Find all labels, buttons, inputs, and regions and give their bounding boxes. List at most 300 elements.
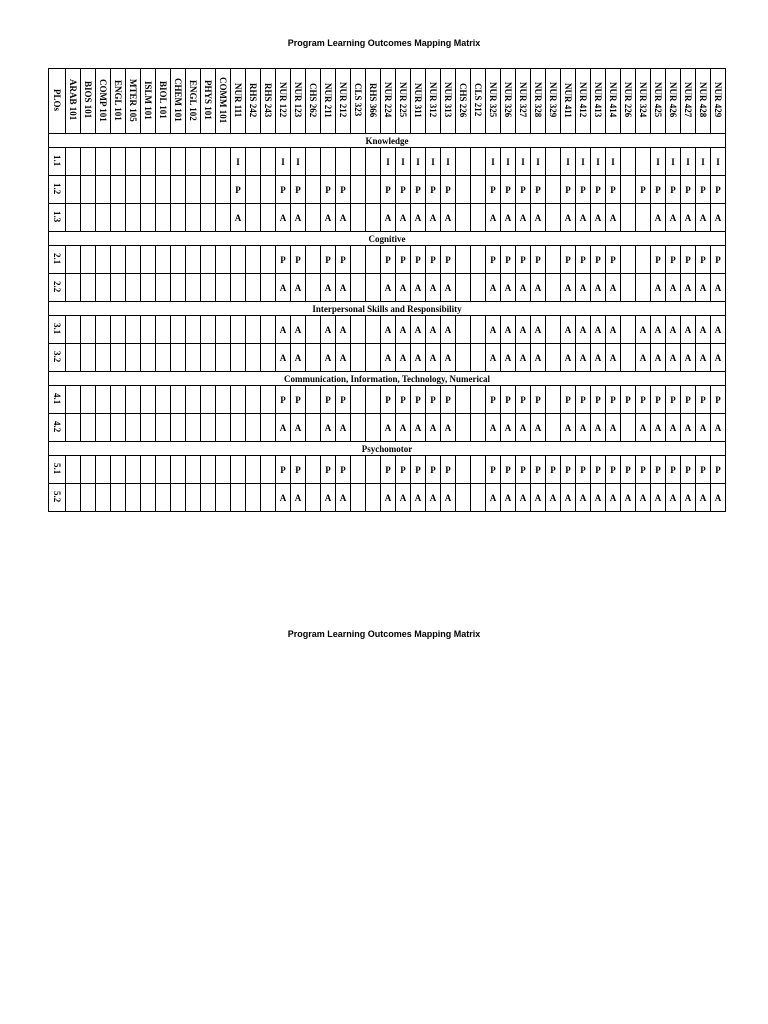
- mapping-cell: P: [486, 246, 501, 274]
- mapping-cell: A: [696, 274, 711, 302]
- mapping-cell: [261, 176, 276, 204]
- mapping-cell: [111, 456, 126, 484]
- mapping-cell: A: [636, 484, 651, 512]
- mapping-cell: [141, 386, 156, 414]
- mapping-cell: [366, 204, 381, 232]
- mapping-cell: P: [666, 386, 681, 414]
- mapping-cell: [171, 386, 186, 414]
- mapping-cell: A: [501, 414, 516, 442]
- mapping-cell: [546, 246, 561, 274]
- course-column-header: [381, 69, 396, 134]
- mapping-cell: [141, 204, 156, 232]
- mapping-cell: A: [516, 204, 531, 232]
- mapping-cell: [246, 176, 261, 204]
- mapping-cell: [636, 274, 651, 302]
- mapping-cell: P: [591, 386, 606, 414]
- mapping-cell: [201, 414, 216, 442]
- section-heading: Interpersonal Skills and Responsibility: [49, 302, 726, 316]
- mapping-cell: A: [606, 484, 621, 512]
- course-column-header: [366, 69, 381, 134]
- mapping-cell: A: [291, 414, 306, 442]
- plo-mapping-matrix: [48, 68, 726, 512]
- mapping-cell: P: [291, 456, 306, 484]
- mapping-cell: A: [651, 274, 666, 302]
- course-column-header: [186, 69, 201, 134]
- course-column-header: [636, 69, 651, 134]
- mapping-cell: A: [666, 274, 681, 302]
- mapping-cell: [81, 274, 96, 302]
- course-code-label: NUR 328: [533, 82, 543, 118]
- mapping-cell: P: [336, 246, 351, 274]
- mapping-cell: A: [711, 204, 726, 232]
- mapping-cell: A: [426, 204, 441, 232]
- mapping-cell: [456, 456, 471, 484]
- mapping-cell: [231, 456, 246, 484]
- course-column-header: [201, 69, 216, 134]
- mapping-cell: A: [321, 274, 336, 302]
- mapping-cell: P: [651, 456, 666, 484]
- mapping-cell: A: [276, 316, 291, 344]
- mapping-cell: [66, 246, 81, 274]
- mapping-cell: [111, 414, 126, 442]
- mapping-cell: A: [576, 414, 591, 442]
- mapping-cell: P: [516, 176, 531, 204]
- course-code-label: NUR 411: [563, 82, 573, 118]
- mapping-cell: [156, 176, 171, 204]
- mapping-cell: P: [561, 386, 576, 414]
- mapping-cell: [246, 386, 261, 414]
- mapping-cell: P: [606, 246, 621, 274]
- mapping-cell: A: [681, 344, 696, 372]
- mapping-cell: [141, 316, 156, 344]
- course-column-header: [246, 69, 261, 134]
- plo-cell: [49, 274, 66, 302]
- mapping-cell: [306, 386, 321, 414]
- mapping-cell: [351, 246, 366, 274]
- mapping-cell: [96, 176, 111, 204]
- course-column-header: [486, 69, 501, 134]
- mapping-cell: [246, 274, 261, 302]
- mapping-cell: A: [381, 274, 396, 302]
- mapping-cell: P: [321, 386, 336, 414]
- plo-number: 1.1: [52, 154, 62, 167]
- mapping-cell: [471, 204, 486, 232]
- mapping-cell: A: [591, 414, 606, 442]
- mapping-cell: A: [516, 274, 531, 302]
- mapping-cell: [156, 246, 171, 274]
- mapping-cell: A: [561, 484, 576, 512]
- mapping-cell: P: [561, 456, 576, 484]
- mapping-cell: P: [321, 176, 336, 204]
- mapping-cell: [96, 456, 111, 484]
- course-code-label: NUR 414: [608, 82, 618, 118]
- mapping-cell: [351, 176, 366, 204]
- mapping-cell: A: [576, 484, 591, 512]
- mapping-cell: P: [561, 246, 576, 274]
- mapping-cell: [201, 316, 216, 344]
- mapping-cell: [81, 456, 96, 484]
- mapping-cell: A: [621, 484, 636, 512]
- mapping-cell: P: [501, 246, 516, 274]
- course-column-header: [291, 69, 306, 134]
- course-column-header: [621, 69, 636, 134]
- mapping-cell: [66, 484, 81, 512]
- mapping-cell: A: [291, 274, 306, 302]
- course-code-label: NUR 329: [548, 82, 558, 118]
- mapping-cell: [96, 274, 111, 302]
- mapping-cell: [261, 484, 276, 512]
- mapping-cell: P: [276, 386, 291, 414]
- mapping-cell: [456, 246, 471, 274]
- mapping-cell: A: [666, 484, 681, 512]
- mapping-cell: P: [486, 456, 501, 484]
- mapping-cell: I: [276, 148, 291, 176]
- course-code-label: RHS 243: [263, 82, 273, 118]
- course-column-header: [81, 69, 96, 134]
- mapping-cell: [186, 274, 201, 302]
- mapping-cell: [246, 204, 261, 232]
- mapping-cell: [246, 414, 261, 442]
- course-code-label: ISLM 101: [143, 80, 153, 120]
- mapping-cell: P: [576, 456, 591, 484]
- mapping-cell: P: [291, 246, 306, 274]
- mapping-cell: A: [591, 484, 606, 512]
- plo-cell: [49, 344, 66, 372]
- course-code-label: NUR 122: [278, 82, 288, 118]
- mapping-cell: [156, 344, 171, 372]
- mapping-cell: [156, 204, 171, 232]
- course-code-label: NUR 226: [623, 82, 633, 118]
- mapping-cell: P: [561, 176, 576, 204]
- mapping-cell: [66, 204, 81, 232]
- mapping-cell: I: [516, 148, 531, 176]
- mapping-cell: [471, 274, 486, 302]
- mapping-cell: A: [651, 344, 666, 372]
- mapping-cell: A: [696, 204, 711, 232]
- mapping-cell: A: [336, 484, 351, 512]
- mapping-cell: [66, 456, 81, 484]
- mapping-cell: [216, 316, 231, 344]
- plo-cell: [49, 176, 66, 204]
- mapping-cell: P: [411, 176, 426, 204]
- mapping-cell: [456, 274, 471, 302]
- mapping-cell: P: [681, 246, 696, 274]
- mapping-cell: [81, 316, 96, 344]
- mapping-cell: [261, 386, 276, 414]
- mapping-cell: [111, 246, 126, 274]
- mapping-cell: [366, 414, 381, 442]
- mapping-cell: [351, 414, 366, 442]
- mapping-cell: [66, 344, 81, 372]
- course-code-label: NUR 326: [503, 82, 513, 118]
- mapping-cell: A: [381, 204, 396, 232]
- mapping-cell: [201, 274, 216, 302]
- mapping-cell: I: [711, 148, 726, 176]
- mapping-cell: [96, 204, 111, 232]
- mapping-cell: A: [411, 484, 426, 512]
- mapping-cell: A: [276, 204, 291, 232]
- mapping-cell: [261, 344, 276, 372]
- mapping-cell: I: [591, 148, 606, 176]
- mapping-cell: P: [321, 246, 336, 274]
- mapping-cell: [186, 246, 201, 274]
- mapping-cell: [456, 484, 471, 512]
- course-column-header: [96, 69, 111, 134]
- mapping-cell: [201, 386, 216, 414]
- plo-row: [49, 246, 726, 274]
- mapping-cell: A: [696, 316, 711, 344]
- mapping-cell: [546, 176, 561, 204]
- course-code-label: NUR 427: [683, 82, 693, 118]
- mapping-cell: P: [276, 456, 291, 484]
- mapping-cell: [141, 274, 156, 302]
- mapping-cell: P: [441, 176, 456, 204]
- mapping-cell: P: [666, 246, 681, 274]
- mapping-cell: [96, 386, 111, 414]
- mapping-cell: A: [501, 484, 516, 512]
- course-column-header: [561, 69, 576, 134]
- course-code-label: NUR 111: [233, 82, 243, 118]
- mapping-cell: [111, 386, 126, 414]
- mapping-cell: A: [531, 414, 546, 442]
- mapping-cell: [351, 274, 366, 302]
- mapping-cell: [126, 456, 141, 484]
- mapping-cell: [231, 344, 246, 372]
- mapping-cell: P: [396, 246, 411, 274]
- mapping-cell: [66, 414, 81, 442]
- course-column-header: [321, 69, 336, 134]
- mapping-cell: A: [426, 484, 441, 512]
- mapping-cell: [321, 148, 336, 176]
- mapping-cell: P: [621, 456, 636, 484]
- course-code-label: BIOS 101: [83, 81, 93, 119]
- mapping-cell: P: [441, 246, 456, 274]
- mapping-cell: P: [621, 386, 636, 414]
- mapping-cell: A: [336, 204, 351, 232]
- plo-number: 2.2: [52, 280, 62, 293]
- mapping-cell: A: [411, 274, 426, 302]
- mapping-cell: P: [591, 456, 606, 484]
- mapping-cell: [366, 246, 381, 274]
- mapping-cell: A: [681, 316, 696, 344]
- mapping-cell: A: [606, 414, 621, 442]
- mapping-cell: A: [411, 316, 426, 344]
- mapping-cell: A: [336, 274, 351, 302]
- mapping-cell: [66, 274, 81, 302]
- mapping-cell: [366, 456, 381, 484]
- mapping-cell: I: [501, 148, 516, 176]
- mapping-cell: A: [606, 274, 621, 302]
- mapping-cell: A: [501, 204, 516, 232]
- mapping-cell: P: [531, 456, 546, 484]
- plo-row: [49, 274, 726, 302]
- mapping-cell: A: [381, 344, 396, 372]
- mapping-cell: P: [576, 176, 591, 204]
- mapping-cell: A: [426, 414, 441, 442]
- mapping-cell: P: [591, 176, 606, 204]
- mapping-cell: [126, 176, 141, 204]
- mapping-cell: [156, 386, 171, 414]
- mapping-cell: A: [651, 414, 666, 442]
- course-column-header: [351, 69, 366, 134]
- mapping-cell: A: [321, 484, 336, 512]
- mapping-cell: A: [531, 316, 546, 344]
- course-column-header: [141, 69, 156, 134]
- mapping-cell: [636, 246, 651, 274]
- plo-row: [49, 316, 726, 344]
- mapping-cell: [231, 274, 246, 302]
- mapping-cell: [366, 484, 381, 512]
- mapping-cell: P: [711, 246, 726, 274]
- mapping-cell: [81, 414, 96, 442]
- mapping-cell: A: [231, 204, 246, 232]
- mapping-cell: [456, 148, 471, 176]
- mapping-cell: [81, 176, 96, 204]
- mapping-cell: [456, 344, 471, 372]
- mapping-cell: [81, 386, 96, 414]
- course-code-label: CLS 323: [353, 83, 363, 117]
- mapping-cell: P: [396, 456, 411, 484]
- mapping-cell: [111, 316, 126, 344]
- mapping-cell: [261, 274, 276, 302]
- mapping-cell: A: [411, 344, 426, 372]
- course-column-header: [591, 69, 606, 134]
- mapping-cell: A: [546, 484, 561, 512]
- mapping-cell: I: [486, 148, 501, 176]
- course-column-header: [156, 69, 171, 134]
- course-column-header: [666, 69, 681, 134]
- mapping-cell: [201, 456, 216, 484]
- mapping-cell: P: [426, 386, 441, 414]
- mapping-cell: [471, 414, 486, 442]
- mapping-cell: A: [561, 344, 576, 372]
- mapping-cell: [126, 344, 141, 372]
- plo-row: [49, 414, 726, 442]
- course-column-header: [216, 69, 231, 134]
- mapping-cell: I: [606, 148, 621, 176]
- mapping-cell: A: [696, 344, 711, 372]
- mapping-cell: A: [711, 414, 726, 442]
- mapping-cell: A: [666, 204, 681, 232]
- mapping-cell: A: [501, 344, 516, 372]
- course-code-label: ENGL 102: [188, 79, 198, 121]
- mapping-cell: [471, 246, 486, 274]
- mapping-cell: [126, 204, 141, 232]
- mapping-cell: P: [531, 386, 546, 414]
- mapping-cell: A: [516, 316, 531, 344]
- mapping-cell: [246, 484, 261, 512]
- mapping-cell: [186, 176, 201, 204]
- mapping-cell: [546, 204, 561, 232]
- course-column-header: [531, 69, 546, 134]
- mapping-cell: [246, 456, 261, 484]
- course-code-label: COMP 101: [98, 78, 108, 122]
- mapping-cell: P: [711, 386, 726, 414]
- course-code-label: NUR 429: [713, 82, 723, 118]
- course-code-label: NUR 225: [398, 82, 408, 118]
- mapping-cell: A: [396, 204, 411, 232]
- mapping-cell: P: [666, 456, 681, 484]
- mapping-cell: P: [531, 176, 546, 204]
- plo-number: 3.2: [52, 350, 62, 363]
- mapping-cell: P: [336, 176, 351, 204]
- mapping-cell: A: [651, 316, 666, 344]
- mapping-cell: P: [291, 386, 306, 414]
- section-row: [49, 372, 726, 386]
- mapping-cell: [261, 414, 276, 442]
- section-row: [49, 232, 726, 246]
- mapping-cell: A: [336, 344, 351, 372]
- mapping-cell: P: [276, 176, 291, 204]
- mapping-cell: [141, 484, 156, 512]
- mapping-cell: [171, 148, 186, 176]
- mapping-cell: A: [411, 414, 426, 442]
- mapping-cell: A: [636, 414, 651, 442]
- course-code-label: NUR 311: [413, 82, 423, 118]
- section-heading: Communication, Information, Technology, Numerical: [49, 372, 726, 386]
- mapping-cell: [306, 274, 321, 302]
- mapping-cell: [81, 204, 96, 232]
- course-code-label: NUR 327: [518, 82, 528, 118]
- mapping-cell: [636, 148, 651, 176]
- course-column-header: [171, 69, 186, 134]
- page-title-repeat: Program Learning Outcomes Mapping Matrix: [287, 629, 481, 639]
- mapping-cell: A: [561, 274, 576, 302]
- mapping-cell: A: [441, 274, 456, 302]
- mapping-cell: [456, 204, 471, 232]
- mapping-cell: [66, 316, 81, 344]
- mapping-cell: A: [711, 274, 726, 302]
- mapping-cell: A: [636, 316, 651, 344]
- mapping-cell: [186, 484, 201, 512]
- mapping-cell: [201, 246, 216, 274]
- mapping-cell: [156, 414, 171, 442]
- mapping-cell: I: [411, 148, 426, 176]
- plo-column-header: [49, 69, 66, 134]
- mapping-cell: [186, 316, 201, 344]
- mapping-cell: [81, 484, 96, 512]
- mapping-cell: P: [636, 386, 651, 414]
- course-column-header: [231, 69, 246, 134]
- mapping-cell: [141, 344, 156, 372]
- mapping-cell: A: [591, 316, 606, 344]
- mapping-cell: A: [576, 204, 591, 232]
- mapping-cell: [471, 316, 486, 344]
- mapping-cell: [216, 176, 231, 204]
- mapping-cell: A: [681, 484, 696, 512]
- mapping-cell: [216, 246, 231, 274]
- mapping-cell: P: [651, 386, 666, 414]
- mapping-cell: A: [636, 344, 651, 372]
- mapping-cell: A: [651, 484, 666, 512]
- mapping-cell: P: [321, 456, 336, 484]
- mapping-cell: A: [396, 344, 411, 372]
- mapping-cell: P: [501, 176, 516, 204]
- mapping-cell: P: [426, 456, 441, 484]
- mapping-cell: P: [636, 456, 651, 484]
- mapping-cell: A: [696, 484, 711, 512]
- mapping-cell: [141, 176, 156, 204]
- mapping-cell: [366, 176, 381, 204]
- mapping-cell: [171, 484, 186, 512]
- course-code-label: NUR 211: [323, 82, 333, 118]
- mapping-cell: [471, 386, 486, 414]
- mapping-cell: A: [531, 484, 546, 512]
- section-heading: Cognitive: [49, 232, 726, 246]
- mapping-cell: [351, 456, 366, 484]
- mapping-cell: A: [666, 344, 681, 372]
- mapping-cell: [261, 148, 276, 176]
